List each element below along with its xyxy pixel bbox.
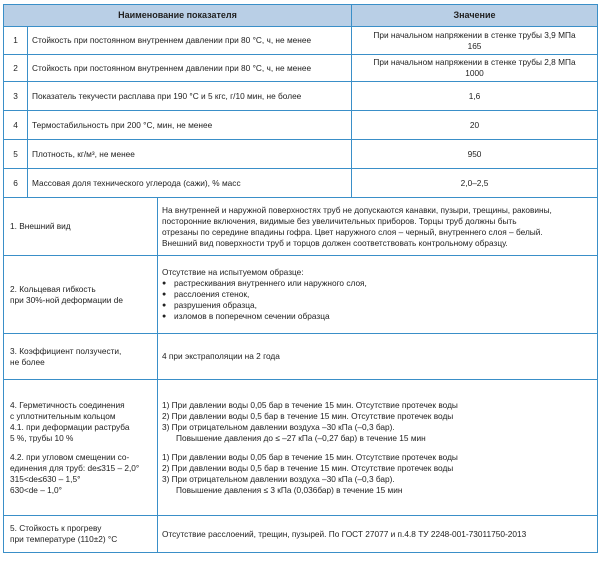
defects-list (162, 278, 593, 322)
row-value: При начальном напряжении в стенке трубы 2,8 МПа 1000 (352, 55, 598, 82)
row-name: Массовая доля технического углерода (сажи), % масс (28, 169, 352, 198)
row-number: 1 (4, 27, 28, 55)
table-row (4, 140, 598, 169)
header-name: Наименование показателя (4, 5, 352, 27)
block-appearance-text: На внутренней и наружной поверхностях труб не допускаются канавки, пузыри, трещины, раковины, посторонние включения, видимые без увеличительных приборов. Торцы труб должны быть отрезаны по середине впадины гофра. Цвет наружного слоя – черный, внутреннего слоя – белый. Внешний вид поверхности труб и торцов должен соответствовать контрольному образцу. (158, 198, 598, 256)
block-creep (4, 334, 598, 380)
header-value: Значение (352, 5, 598, 27)
list-item: ● изломов в поперечном сечении образца (162, 311, 593, 322)
row-value: При начальном напряжении в стенке трубы 3,9 МПа 165 (352, 27, 598, 55)
row-name: Плотность, кг/м³, не менее (28, 140, 352, 169)
row-number: 6 (4, 169, 28, 198)
row-name: Стойкость при постоянном внутреннем давлении при 80 °С, ч, не менее (28, 27, 352, 55)
block-tightness (4, 380, 598, 516)
block-ring-flexibility-label: 2. Кольцевая гибкость при 30%-ной деформации de (4, 256, 158, 334)
block-creep-text: 4 при экстраполяции на 2 года (158, 334, 598, 380)
block-heat-resistance-label: 5. Стойкость к прогреву при температуре (110±2) °С (4, 516, 158, 553)
row-name: Стойкость при постоянном внутреннем давлении при 80 °С, ч, не менее (28, 55, 352, 82)
specs-table (3, 4, 598, 553)
table-row (4, 111, 598, 140)
row-number: 2 (4, 55, 28, 82)
table-header-row (4, 5, 598, 27)
table-row (4, 82, 598, 111)
list-item: ● расслоения стенок, (162, 289, 593, 300)
block-ring-flexibility (4, 256, 598, 334)
block-tightness-label: 4. Герметичность соединения с уплотнительным кольцом 4.1. при деформации раструба 5 %, трубы 10 % 4.2. при угловом смещении со- единения для труб: de≤315 – 2,0° 315<de≤630 – 1,5° 630<de – 1,0° (4, 380, 158, 516)
row-number: 4 (4, 111, 28, 140)
row-value: 20 (352, 111, 598, 140)
block-heat-resistance-text: Отсутствие расслоений, трещин, пузырей. По ГОСТ 27077 и п.4.8 ТУ 2248-001-73011750-2013 (158, 516, 598, 553)
table-row (4, 27, 598, 55)
block-creep-label: 3. Коэффициент ползучести, не более (4, 334, 158, 380)
table-row (4, 55, 598, 82)
row-value: 1,6 (352, 82, 598, 111)
block-heat-resistance (4, 516, 598, 553)
row-value: 2,0–2,5 (352, 169, 598, 198)
row-name: Показатель текучести расплава при 190 °С и 5 кгс, г/10 мин, не более (28, 82, 352, 111)
list-item: ● растрескивания внутреннего или наружного слоя, (162, 278, 593, 289)
block-tightness-text: 1) При давлении воды 0,05 бар в течение 15 мин. Отсутствие протечек воды 2) При давлении воды 0,5 бар в течение 15 мин. Отсутствие протечек воды 3) При отрицательном давлении воздуха –30 кПа (–0,3 бар). Повышение давления до ≤ –27 кПа (–0,27 бар) в течение 15 мин 1) При давлении воды 0,05 бар в течение 15 мин. Отсутствие протечек воды 2) При давлении воды 0,5 бар в течение 15 мин. Отсутствие протечек воды 3) При отрицательном давлении воздуха –30 кПа (–0,3 бар). Повышение давления ≤ 3 кПа (0,036бар) в течение 15 мин (158, 380, 598, 516)
row-number: 5 (4, 140, 28, 169)
table-row (4, 169, 598, 198)
row-value: 950 (352, 140, 598, 169)
row-name: Термостабильность при 200 °С, мин, не менее (28, 111, 352, 140)
list-item: ● разрушения образца, (162, 300, 593, 311)
row-number: 3 (4, 82, 28, 111)
block-appearance (4, 198, 598, 256)
block-ring-flexibility-text: Отсутствие на испытуемом образце: ● растрескивания внутреннего или наружного слоя, ● расслоения стенок, ● разрушения образца, ● изломов в поперечном сечении образца (158, 256, 598, 334)
block-appearance-label: 1. Внешний вид (4, 198, 158, 256)
